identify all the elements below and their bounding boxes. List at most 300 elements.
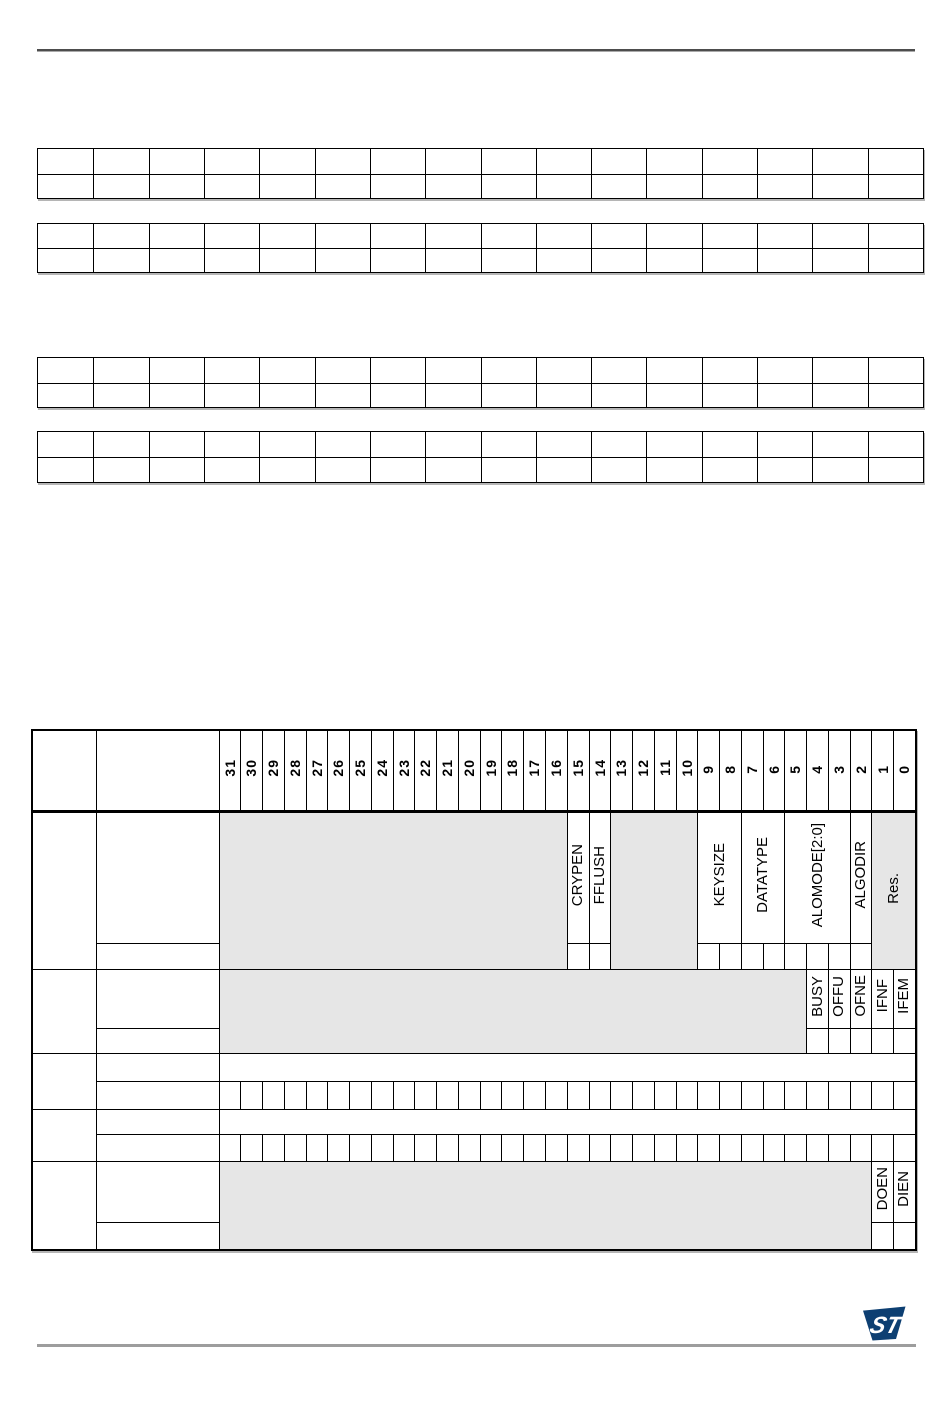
field-fflush (589, 811, 611, 943)
empty-cell (259, 248, 314, 272)
empty-cell (149, 224, 204, 248)
st-logo-icon (862, 1306, 906, 1341)
reset-bit-cell (284, 1081, 306, 1109)
empty-cell (149, 457, 204, 482)
bit-number-label: 30 (243, 758, 260, 777)
reset-bit-cell (698, 1134, 720, 1161)
bit-number-label: 4 (809, 765, 826, 775)
empty-cell (868, 457, 923, 482)
reserved-cell-1-0 (872, 811, 916, 969)
empty-cell (702, 224, 757, 248)
bit-number-cell-29 (263, 730, 285, 811)
empty-cell (536, 224, 591, 248)
bit-number-cell-19 (480, 730, 502, 811)
empty-cell (757, 149, 812, 174)
empty-cell (259, 224, 314, 248)
reset-label-cell (96, 1222, 219, 1250)
empty-cell (812, 149, 867, 174)
bit-number-cell-22 (415, 730, 437, 811)
empty-cell (702, 383, 757, 408)
reset-bit-cell (698, 1081, 720, 1109)
empty-cell (425, 149, 480, 174)
reset-bit-cell (785, 1134, 807, 1161)
field-label: DIEN (895, 1171, 913, 1207)
field-label: ALGODIR (852, 841, 870, 909)
reset-bit-cell (828, 1134, 850, 1161)
reset-bit-cell (263, 1134, 285, 1161)
reset-bit-cell (567, 1081, 589, 1109)
empty-cell (425, 174, 480, 199)
empty-cell (646, 383, 701, 408)
empty-cell (93, 174, 148, 199)
bit-number-label: 14 (591, 758, 608, 777)
empty-cell (259, 457, 314, 482)
bit-number-label: 8 (722, 765, 739, 775)
reset-bit-cell (219, 1081, 241, 1109)
register-row-sr (32, 969, 916, 1028)
reset-bit-cell (437, 1081, 459, 1109)
reset-bit-cell (567, 1134, 589, 1161)
reset-bit-cell (393, 1081, 415, 1109)
empty-cell (757, 432, 812, 457)
reset-bit-cell (828, 1081, 850, 1109)
bit-number-label: 29 (265, 758, 282, 777)
reset-bit-cell (720, 1081, 742, 1109)
empty-cell (93, 248, 148, 272)
empty-cell (591, 432, 646, 457)
bit-number-label: 12 (635, 758, 652, 777)
empty-cell (149, 432, 204, 457)
reset-bit-cell (807, 1028, 829, 1053)
empty-cell (757, 248, 812, 272)
empty-cell (370, 174, 425, 199)
empty-cell (868, 224, 923, 248)
empty-cell (536, 248, 591, 272)
bit-number-label: 21 (439, 758, 456, 777)
bit-number-label: 9 (700, 765, 717, 775)
reset-bit-cell (611, 1081, 633, 1109)
empty-cell (868, 358, 923, 383)
bit-number-label: 7 (743, 765, 760, 775)
empty-cell (481, 358, 536, 383)
bit-number-label: 25 (352, 758, 369, 777)
empty-cell (204, 432, 259, 457)
empty-cell (646, 358, 701, 383)
field-alomode (785, 811, 850, 943)
empty-cell (536, 174, 591, 199)
empty-cell (204, 383, 259, 408)
empty-cell (646, 432, 701, 457)
bit-number-cell-6 (763, 730, 785, 811)
bit-number-cell-12 (633, 730, 655, 811)
bit-number-label: 10 (678, 758, 695, 777)
bit-number-cell-11 (654, 730, 676, 811)
empty-cell (757, 358, 812, 383)
reset-bit-cell (676, 1134, 698, 1161)
empty-cell (38, 174, 93, 199)
empty-cell (38, 149, 93, 174)
bit-number-cell-5 (785, 730, 807, 811)
data-field-cell (219, 1053, 916, 1081)
reset-bit-cell (741, 1134, 763, 1161)
empty-cell (591, 358, 646, 383)
reset-label-cell (96, 1134, 219, 1161)
empty-cell (93, 224, 148, 248)
reset-bit-cell (437, 1134, 459, 1161)
bit-number-label: 16 (548, 758, 565, 777)
field-label: IFNF (873, 979, 891, 1013)
reserved-cell-31-5 (219, 969, 807, 1053)
reset-bit-cell (828, 1028, 850, 1053)
bit-number-label: 1 (874, 765, 891, 775)
bit-number-cell-0 (894, 730, 916, 811)
empty-cell (812, 174, 867, 199)
reset-bit-cell (698, 943, 720, 969)
reset-bit-cell (633, 1081, 655, 1109)
empty-cell (259, 432, 314, 457)
reserved-cell-13-10 (611, 811, 698, 969)
empty-cell (481, 383, 536, 408)
reset-bit-cell (763, 943, 785, 969)
offset-cell (32, 1109, 96, 1161)
register-name-cell (96, 969, 219, 1028)
empty-cell (315, 432, 370, 457)
empty-cell (868, 174, 923, 199)
bit-number-cell-28 (284, 730, 306, 811)
empty-cell (38, 358, 93, 383)
empty-cell (38, 248, 93, 272)
reset-bit-cell (393, 1134, 415, 1161)
reset-bit-cell (328, 1134, 350, 1161)
bit-number-label: 28 (286, 758, 303, 777)
bit-number-cell-27 (306, 730, 328, 811)
field-offu (828, 969, 850, 1028)
empty-cell (425, 383, 480, 408)
reset-bit-cell (524, 1081, 546, 1109)
bit-number-label: 26 (330, 758, 347, 777)
reset-bit-cell (807, 1081, 829, 1109)
reset-bit-cell (872, 1134, 894, 1161)
reset-bit-cell (741, 1081, 763, 1109)
bit-number-cell-13 (611, 730, 633, 811)
empty-cell (702, 358, 757, 383)
register-name-header-cell (96, 730, 219, 811)
reset-bit-cell (654, 1081, 676, 1109)
bit-number-cell-8 (720, 730, 742, 811)
empty-cell (425, 432, 480, 457)
reset-bit-cell (894, 1134, 916, 1161)
header-rule (37, 49, 915, 51)
empty-cell (315, 174, 370, 199)
field-label: CRYPEN (569, 843, 587, 907)
empty-cell (812, 383, 867, 408)
empty-cell (93, 457, 148, 482)
bit-number-cell-7 (741, 730, 763, 811)
offset-cell (32, 969, 96, 1053)
bit-number-cell-9 (698, 730, 720, 811)
reset-bit-cell (219, 1134, 241, 1161)
empty-cell (536, 432, 591, 457)
register-row-dmacr (32, 1161, 916, 1222)
empty-cell (481, 149, 536, 174)
reset-bit-cell (241, 1081, 263, 1109)
offset-header-cell (32, 730, 96, 811)
empty-cell (812, 432, 867, 457)
bit-number-label: 24 (373, 758, 390, 777)
reset-bit-cell (872, 1081, 894, 1109)
empty-cell (259, 358, 314, 383)
reset-bit-cell (480, 1134, 502, 1161)
empty-cell (812, 358, 867, 383)
empty-cell (315, 383, 370, 408)
reset-bit-cell (763, 1081, 785, 1109)
empty-cell (591, 149, 646, 174)
bit-number-label: 3 (830, 765, 847, 775)
field-busy (807, 969, 829, 1028)
reset-bit-cell (458, 1081, 480, 1109)
bit-number-label: 31 (221, 758, 238, 777)
register-name-cell (96, 1053, 219, 1081)
bit-number-cell-30 (241, 730, 263, 811)
reset-bit-cell (633, 1134, 655, 1161)
reset-bit-cell (807, 943, 829, 969)
reset-bit-cell (589, 943, 611, 969)
register-name-cell (96, 1109, 219, 1134)
reset-bit-cell (545, 1081, 567, 1109)
empty-cell (259, 174, 314, 199)
field-label: ALOMODE[2:0] (808, 822, 826, 928)
empty-cell (149, 358, 204, 383)
empty-cell (536, 457, 591, 482)
bit-number-label: 11 (656, 759, 673, 777)
empty-cell (591, 383, 646, 408)
empty-cell (646, 457, 701, 482)
empty-cell (370, 224, 425, 248)
empty-cell (370, 432, 425, 457)
st-logo-text: ST (866, 1311, 904, 1339)
reset-bit-cell (894, 1028, 916, 1053)
empty-cell (93, 149, 148, 174)
data-field-cell (219, 1109, 916, 1134)
register-row-cr (32, 811, 916, 943)
empty-cell (259, 149, 314, 174)
register-row-dout (32, 1109, 916, 1134)
bit-number-label: 15 (569, 758, 586, 777)
register-map-table (31, 729, 917, 1251)
bit-number-cell-24 (371, 730, 393, 811)
reset-bit-cell (458, 1134, 480, 1161)
empty-cell (425, 224, 480, 248)
empty-cell (315, 224, 370, 248)
empty-table-2 (37, 223, 924, 273)
footer-rule (37, 1344, 916, 1347)
bit-number-cell-23 (393, 730, 415, 811)
field-label: OFNE (852, 975, 870, 1017)
empty-cell (536, 358, 591, 383)
empty-cell (591, 224, 646, 248)
reset-bit-cell (524, 1134, 546, 1161)
empty-cell (315, 358, 370, 383)
empty-cell (149, 383, 204, 408)
reset-label-cell (96, 943, 219, 969)
empty-cell (425, 358, 480, 383)
empty-cell (315, 248, 370, 272)
bit-number-label: 0 (896, 765, 913, 775)
empty-cell (149, 149, 204, 174)
offset-cell (32, 1053, 96, 1109)
reset-bit-cell (850, 1134, 872, 1161)
bit-number-cell-20 (458, 730, 480, 811)
empty-cell (370, 149, 425, 174)
bit-number-cell-3 (828, 730, 850, 811)
empty-cell (646, 174, 701, 199)
reset-bit-cell (480, 1081, 502, 1109)
empty-cell (425, 248, 480, 272)
reset-row-dout (32, 1134, 916, 1161)
bit-number-cell-16 (545, 730, 567, 811)
empty-cell (868, 432, 923, 457)
empty-cell (702, 457, 757, 482)
reset-bit-cell (241, 1134, 263, 1161)
bit-number-cell-1 (872, 730, 894, 811)
register-name-cell (96, 1161, 219, 1222)
reset-bit-cell (328, 1081, 350, 1109)
empty-cell (425, 457, 480, 482)
empty-cell (315, 457, 370, 482)
empty-cell (591, 457, 646, 482)
bit-number-cell-10 (676, 730, 698, 811)
empty-cell (38, 432, 93, 457)
reset-bit-cell (263, 1081, 285, 1109)
bit-number-cell-18 (502, 730, 524, 811)
reset-bit-cell (850, 1028, 872, 1053)
reset-row-din (32, 1081, 916, 1109)
bit-number-cell-31 (219, 730, 241, 811)
empty-cell (591, 174, 646, 199)
field-algodir (850, 811, 872, 943)
empty-cell (38, 383, 93, 408)
empty-cell (481, 174, 536, 199)
bit-number-label: 22 (417, 758, 434, 777)
empty-table-3 (37, 357, 924, 408)
empty-cell (204, 248, 259, 272)
empty-cell (370, 358, 425, 383)
reset-bit-cell (371, 1134, 393, 1161)
empty-cell (93, 358, 148, 383)
empty-cell (757, 383, 812, 408)
register-name-cell (96, 811, 219, 943)
bit-number-label: 2 (852, 765, 869, 775)
bit-number-cell-21 (437, 730, 459, 811)
empty-cell (702, 149, 757, 174)
empty-cell (204, 224, 259, 248)
reset-bit-cell (676, 1081, 698, 1109)
empty-cell (204, 358, 259, 383)
empty-cell (812, 224, 867, 248)
reset-bit-cell (654, 1134, 676, 1161)
reset-bit-cell (872, 1028, 894, 1053)
empty-cell (536, 383, 591, 408)
bit-number-cell-15 (567, 730, 589, 811)
field-keysize (698, 811, 742, 943)
reset-label-cell (96, 1028, 219, 1053)
reset-bit-cell (894, 1222, 916, 1250)
empty-cell (481, 457, 536, 482)
field-crypen (567, 811, 589, 943)
empty-cell (481, 224, 536, 248)
field-label: DOEN (873, 1167, 891, 1211)
empty-cell (646, 224, 701, 248)
empty-cell (370, 383, 425, 408)
reset-bit-cell (350, 1081, 372, 1109)
empty-cell (38, 224, 93, 248)
empty-cell (757, 224, 812, 248)
field-dien (894, 1161, 916, 1222)
empty-table-1 (37, 148, 924, 199)
bit-number-label: 13 (613, 758, 630, 777)
reset-bit-cell (371, 1081, 393, 1109)
field-label: OFFU (830, 975, 848, 1017)
reset-bit-cell (415, 1081, 437, 1109)
register-row-din (32, 1053, 916, 1081)
reset-bit-cell (850, 943, 872, 969)
field-datatype (741, 811, 785, 943)
reset-bit-cell (350, 1134, 372, 1161)
reset-bit-cell (785, 943, 807, 969)
empty-cell (702, 248, 757, 272)
bit-number-cell-14 (589, 730, 611, 811)
empty-cell (204, 174, 259, 199)
reset-bit-cell (894, 1081, 916, 1109)
reset-label-cell (96, 1081, 219, 1109)
empty-cell (204, 457, 259, 482)
field-label: FFLUSH (591, 845, 609, 905)
empty-cell (702, 174, 757, 199)
offset-cell (32, 811, 96, 969)
reset-bit-cell (785, 1081, 807, 1109)
empty-cell (868, 149, 923, 174)
bit-number-label: 6 (765, 765, 782, 775)
bit-number-cell-4 (807, 730, 829, 811)
reset-bit-cell (828, 943, 850, 969)
reset-bit-cell (502, 1134, 524, 1161)
field-doen (872, 1161, 894, 1222)
empty-cell (259, 383, 314, 408)
empty-table-4 (37, 431, 924, 483)
bit-number-cell-2 (850, 730, 872, 811)
offset-cell (32, 1161, 96, 1250)
reset-bit-cell (415, 1134, 437, 1161)
reset-bit-cell (567, 943, 589, 969)
reserved-label: Res. (884, 872, 902, 904)
empty-cell (370, 457, 425, 482)
field-ifem (894, 969, 916, 1028)
reset-bit-cell (545, 1134, 567, 1161)
field-label: DATATYPE (754, 837, 772, 913)
field-ofne (850, 969, 872, 1028)
bit-number-label: 18 (504, 758, 521, 777)
empty-cell (757, 457, 812, 482)
bit-number-cell-26 (328, 730, 350, 811)
field-label: KEYSIZE (710, 843, 728, 907)
reserved-cell-31-2 (219, 1161, 872, 1250)
empty-cell (38, 457, 93, 482)
empty-cell (591, 248, 646, 272)
reset-bit-cell (720, 943, 742, 969)
empty-cell (481, 248, 536, 272)
empty-cell (93, 432, 148, 457)
reset-bit-cell (589, 1134, 611, 1161)
